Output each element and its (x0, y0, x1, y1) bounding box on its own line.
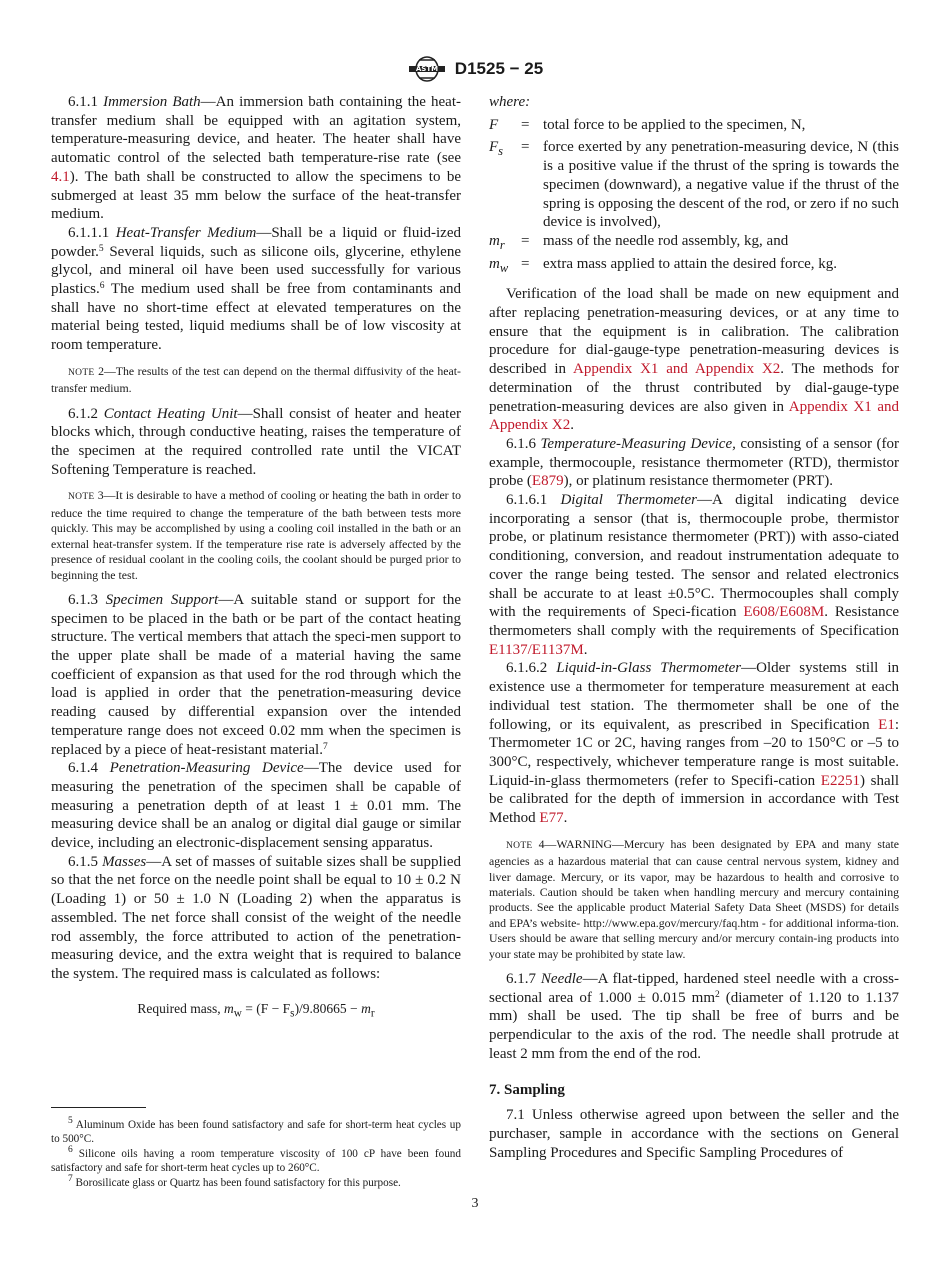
required-mass-equation: Required mass, $m_w = (F - F_s)/9.80665 - m_r$ (137, 1000, 375, 1020)
appendix-link[interactable]: Appendix X1 and Appendix X2 (489, 398, 899, 434)
ref-4-1-link[interactable]: 4.1 (51, 168, 70, 185)
para-6-1-2: 6.1.2 Contact Heating Unit—Shall consist of heater and heater blocks which, through conductive heating, raises the temperature of the specimen at the required controlled rate until the VICAT Softening Temperature is reached. (51, 405, 461, 478)
footnote-ref-5: 5 (98, 243, 104, 254)
definition-row: $m_w$ = extra mass applied to attain the desired force, kg. (489, 255, 838, 275)
page-header (0, 56, 950, 82)
para-6-1-6-1: 6.1.6.1 Digital Thermometer—A digital indicating device incorporating a sensor (that is, thermocouple probe, thermistor probe, or platinum resistance thermometer (PRT)) with asso-ciated conditioning, conversion, and readout instrumentation adequate to cover the range being tested. The sensor and related electronics shall be accurate to at least ±0.5°C. Thermocouples shall comply with the requirements of Speci-fication E608/E608M. Resistance thermometers shall comply with the requirements of Specification E1137/E1137M. (489, 492, 900, 658)
variable-definitions (489, 116, 899, 278)
where-label: where: (489, 94, 531, 110)
footnote-7: $^7$ Borosilicate glass or Quartz has been found satisfactory for this purpose. (68, 1173, 401, 1189)
para-6-1-3: 6.1.3 Specimen Support—A suitable stand or support for the specimen to be placed in the bath or be part of the contact heating structure. The vertical members that attach the speci-men support to the upper plate shall be made of a material having the same coefficient of expansion as that used for the rod through which the load is applied in order that the penetration-measuring device reading caused by differential expansion over the intended temperature range does not exceed 0.02 mm when the specimen is replaced by a piece of heat-resistant material.$^7$ (51, 591, 461, 758)
para-6-1-5: 6.1.5 Masses—A set of masses of suitable sizes shall be supplied so that the net force on the needle point shall be equal to 10 ± 0.2 N (Loading 1) or 50 ± 1.0 N (Loading 2) when the apparatus is assembled. The net force shall consist of the weight of the needle rod assembly, the force attributed to action of the penetration-measuring device, and the extra weight that is required to balance the system. The required mass is calculated as follows: (51, 853, 461, 982)
ref-e879-link[interactable]: E879 (531, 473, 564, 490)
ref-e1-link[interactable]: E1 (878, 716, 895, 733)
note-3: NOTE 3—It is desirable to have a method of cooling or heating the bath in order to reduce the time required to change the temperature of the bath between tests more quickly. This may be accomplished by using a cooling coil installed in the bath or an external heat-transfer system. If the temperature rise rate is adversely affected by the presence of residual coolant in the cooling coils, the coolant should be purged prior to beginning the test. (51, 488, 461, 582)
para-6-1-1-1: 6.1.1.1 Heat-Transfer Medium—Shall be a liquid or fluid-ized powder.$^5$ Several liquids, such as silicone oils, glycerine, ethylene glycol, and mineral oil have been used successfully for various plastics.$^6$ The medium used shall be free from contaminants and shall have no short-time effect at elevated temperatures on the material being tested, liquid mediums shall be of low viscosity at room temperature. (51, 224, 461, 354)
appendix-link[interactable]: Appendix X1 and Appendix X2 (573, 361, 781, 378)
footnote-ref-6: 6 (99, 281, 105, 292)
footnote-divider (51, 1107, 146, 1108)
ref-e608-link[interactable]: E608/E608M (743, 604, 825, 621)
note-2: NOTE 2—The results of the test can depend on the thermal diffusivity of the heat-transfer medium. (51, 363, 461, 396)
footnotes (51, 1118, 461, 1190)
ref-e2251-link[interactable]: E2251 (820, 772, 860, 789)
page-number: 3 (471, 1196, 479, 1211)
para-6-1-6-2: 6.1.6.2 Liquid-in-Glass Thermometer—Older systems still in existence use a thermometer for temperature measurement at each individual test station. The thermometer shall be one of the following, or its equivalent, as prescribed in Specification E1: Thermometer 1C or 2C, having ranges from –20 to 150°C or –5 to 300°C, respectively, whichever temperature range is most suitable. Liquid-in-glass thermometers (refer to Specifi-cation E2251) shall be calibrated for the depth of immersion in accordance with Test Method E77. (489, 660, 899, 827)
definition-row: $F_s$ = force exerted by any penetration-measuring device, N (this is a positive value if the thrust of the spring is towards the specimen (downward), a negative value if the thrust of the spring is opposing the descent of the rod, or zero if no such device is involved), (489, 139, 899, 231)
svg-text:ASTM: ASTM (415, 65, 438, 73)
astm-logo-icon (407, 56, 447, 82)
para-7-1: 7.1 Unless otherwise agreed upon between the seller and the purchaser, sample in accordance with the sections on General Sampling Procedures and Specific Sampling Procedures of (489, 1107, 899, 1161)
para-6-1-1: 6.1.1 Immersion Bath—An immersion bath containing the heat-transfer medium shall be equipped with an agitation system, temperature-measuring device, and heater. The heater shall have automatic control of the selected bath temperature-rise rate (see 4.1). The bath shall be constructed to allow the specimens to be submerged at least 35 mm below the surface of the heat-transfer medium. (51, 94, 461, 223)
note-4: NOTE 4—WARNING—Mercury has been designated by EPA and many state agencies as a hazardous material that can cause central nervous system, kidney and liver damage. Mercury, or its vapor, may be hazardous to health and corrosive to materials. Caution should be taken when handling mercury and mercury containing products. See the applicable product Material Safety Data Sheet (MSDS) for details and EPA’s website- http://www.epa.gov/mercury/faq.htm - for additional informa-tion. Users should be aware that selling mercury and/or mercury contain-ing products into your state may be prohibited by state law. (489, 836, 899, 961)
footnote-5: $^5$ Aluminum Oxide has been found satisfactory and safe for short-term heat cycles up to 500°C. (51, 1116, 461, 1146)
para-6-1-4: 6.1.4 Penetration-Measuring Device—The device used for measuring the penetration of the specimen shall be capable of measuring a penetration depth of at least 1 ± 0.01 mm. The measuring device shall be an analog or digital dial gauge or similar device, including an electronic-displacement sensing apparatus. (51, 760, 461, 852)
definition-row: $m_r$ = mass of the needle rod assembly, kg, and (489, 232, 789, 252)
para-6-1-6: 6.1.6 Temperature-Measuring Device, consisting of a sensor (for example, thermocouple, resistance thermometer (RTD), thermistor probe (E879), or platinum resistance thermometer (PRT). (489, 435, 899, 490)
left-column (51, 93, 461, 1023)
footnote-6: $^6$ Silicone oils having a room temperature viscosity of 100 cP have been found satisfactory and safe for short-term heat cycles up to 260°C. (51, 1144, 461, 1175)
document-designation: D1525 − 25 (454, 59, 544, 78)
footnote-ref-7: 7 (322, 741, 328, 752)
definition-row: F = total force to be applied to the specimen, N, (489, 116, 806, 133)
ref-e77-link[interactable]: E77 (539, 810, 564, 827)
para-6-1-7: 6.1.7 Needle—A flat-tipped, hardened steel needle with a cross-sectional area of 1.000 ± 0.015 $mm^2$ (diameter of 1.120 to 1.137 mm) shall be used. The tip shall be free of burrs and be perpendicular to the axis of the rod. The needle shall protrude at least 2 mm from the end of the rod. (489, 970, 899, 1062)
right-column (489, 93, 899, 1162)
ref-e1137-link[interactable]: E1137/E1137M (489, 641, 584, 658)
section-7-heading: 7. Sampling (489, 1082, 565, 1099)
para-verification: Verification of the load shall be made on new equipment and after replacing penetration-measuring devices, or at any time to ensure that the equipment is in calibration. The calibration procedure for dial-gauge-type penetration-measuring devices is described in Appendix X1 and Appendix X2. The methods for determination of the thrust contributed by dial-gauge-type penetration-measuring devices are also given in Appendix X1 and Appendix X2. (489, 286, 899, 434)
